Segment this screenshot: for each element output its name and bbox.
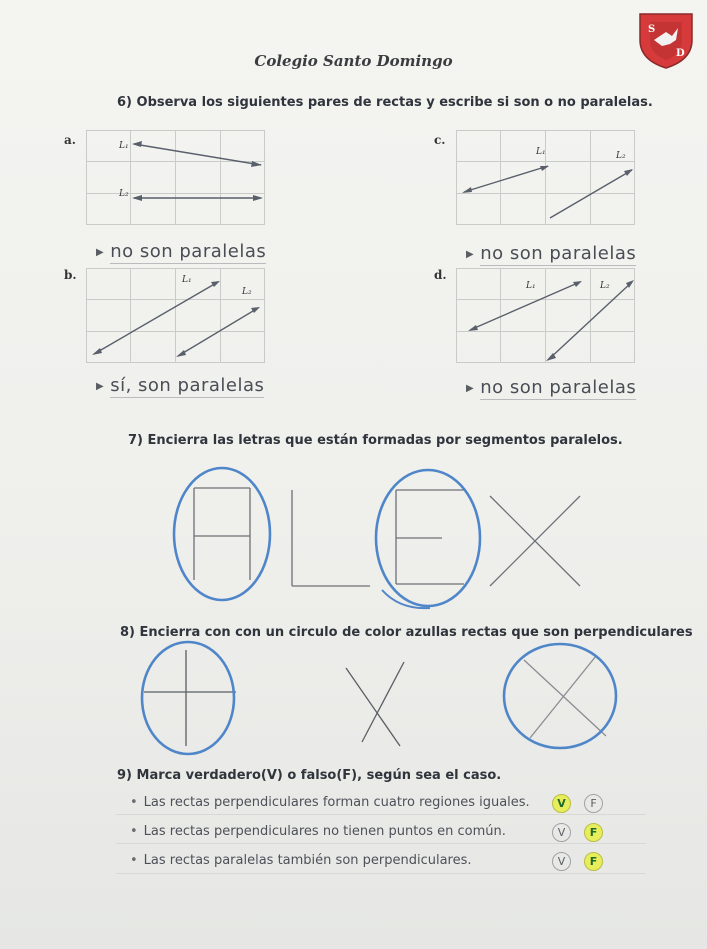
item-c-label: c.: [434, 133, 446, 147]
line-l1: [470, 282, 580, 330]
answer-c: ▶ no son paralelas: [466, 243, 637, 264]
l1-label: L₁: [526, 281, 536, 291]
item-a-label: a.: [64, 133, 76, 147]
option-f-3[interactable]: F: [584, 852, 603, 871]
l2-label: L₂: [600, 281, 610, 291]
letter-l: [292, 490, 370, 586]
statement-2: • Las rectas perpendiculares no tienen puntos en común.: [130, 824, 506, 839]
q6-title: 6) Observa los siguientes pares de rectas y escribe si son o no paralelas.: [117, 95, 653, 110]
item-d-label: d.: [434, 268, 447, 282]
answer-d: ▶ no son paralelas: [466, 377, 637, 398]
l1-label: L₁: [536, 147, 546, 157]
line-l1: [464, 166, 548, 192]
item-b-label: b.: [64, 268, 77, 282]
q8-figures: [140, 642, 620, 762]
option-f-1[interactable]: F: [584, 794, 603, 813]
circle-perpendicular: [142, 642, 234, 754]
school-name: Colegio Santo Domingo: [254, 52, 453, 70]
answer-b: ▶ sí, son paralelas: [96, 375, 265, 396]
statement-1: • Las rectas perpendiculares forman cuatro regiones iguales.: [130, 795, 530, 810]
l1-label: L₁: [182, 275, 192, 285]
q8-title: 8) Encierra con con un circulo de color azullas rectas que son perpendiculares: [120, 625, 693, 640]
l2-label: L₂: [616, 151, 626, 161]
q7-title: 7) Encierra las letras que están formadas por segmentos paralelos.: [128, 433, 623, 448]
l1-label: L₁: [119, 141, 129, 151]
letter-e: [396, 490, 464, 584]
option-v-1[interactable]: V: [552, 794, 571, 813]
answer-a: ▶ no son paralelas: [96, 241, 267, 262]
l2-label: L₂: [242, 287, 252, 297]
item-a-grid: [86, 130, 266, 226]
circle-x-cross: [504, 644, 616, 748]
x-cross: [524, 656, 606, 738]
logo-letter-s: S: [648, 24, 656, 35]
perpendicular-cross: [144, 650, 236, 746]
option-f-2[interactable]: F: [584, 823, 603, 842]
item-b-grid: [86, 268, 266, 364]
row-divider: [116, 814, 646, 815]
row-divider: [116, 873, 646, 874]
item-d-grid: [456, 268, 636, 364]
statement-3: • Las rectas paralelas también son perpendiculares.: [130, 853, 472, 868]
q9-title: 9) Marca verdadero(V) o falso(F), según sea el caso.: [117, 768, 502, 783]
letter-x: [490, 496, 580, 586]
row-divider: [116, 843, 646, 844]
l2-label: L₂: [119, 189, 129, 199]
item-c-grid: [456, 130, 636, 226]
q7-letters: [160, 462, 600, 612]
option-v-3[interactable]: V: [552, 852, 571, 871]
option-v-2[interactable]: V: [552, 823, 571, 842]
letter-h: [194, 488, 250, 580]
oblique-cross: [346, 662, 404, 746]
logo-letter-d: D: [676, 48, 685, 59]
